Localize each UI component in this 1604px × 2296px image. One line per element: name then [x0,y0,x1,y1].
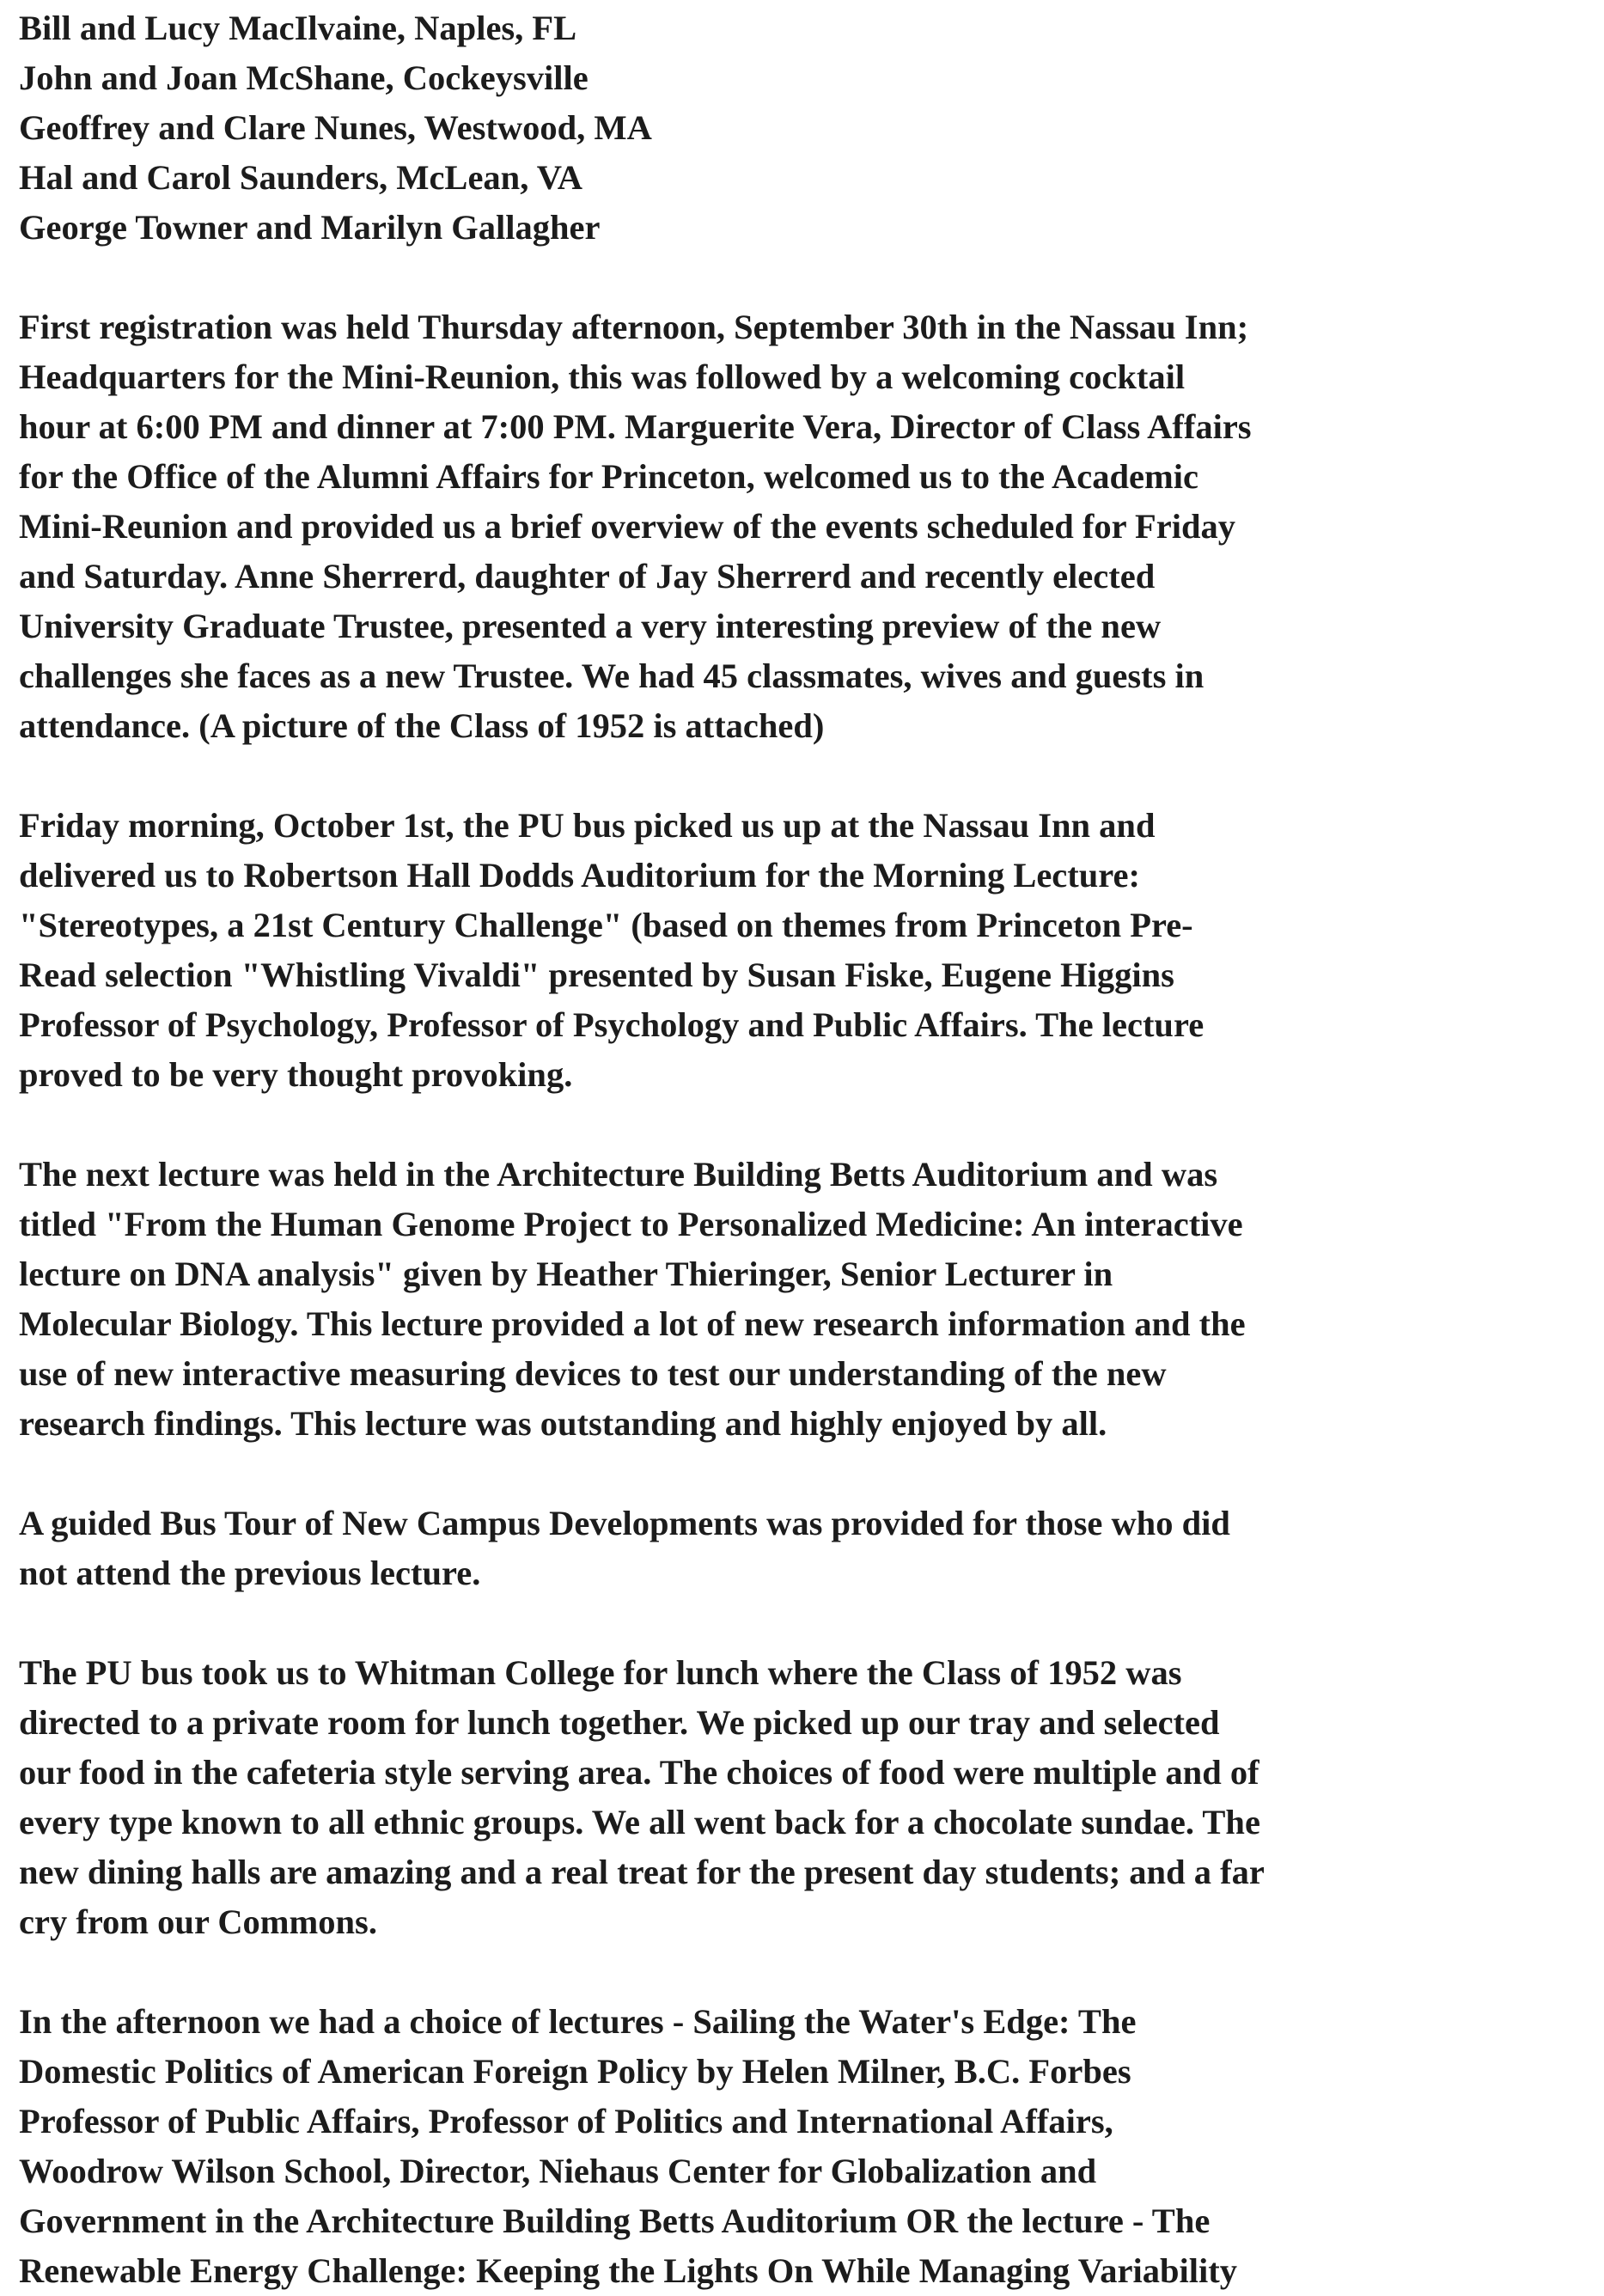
text-line: directed to a private room for lunch together. We picked up our tray and selected [19,1703,1220,1742]
text-line: A guided Bus Tour of New Campus Developments was provided for those who did [19,1504,1230,1542]
text-line: titled "From the Human Genome Project to Personalized Medicine: An interactive [19,1205,1243,1243]
text-line: Renewable Energy Challenge: Keeping the Lights On While Managing Variability [19,2251,1237,2290]
attendee-line: Geoffrey and Clare Nunes, Westwood, MA [19,108,652,147]
attendee-list [19,3,1591,253]
text-line: Government in the Architecture Building Betts Auditorium OR the lecture - The [19,2201,1211,2240]
text-line: proved to be very thought provoking. [19,1055,573,1094]
text-line: Woodrow Wilson School, Director, Niehaus Center for Globalization and [19,2152,1097,2190]
text-line: new dining halls are amazing and a real treat for the present day students; and a far [19,1853,1265,1891]
text-line: lecture on DNA analysis" given by Heather Thieringer, Senior Lecturer in [19,1255,1113,1293]
attendee-line: Bill and Lucy MacIlvaine, Naples, FL [19,9,577,47]
paragraph-registration [19,302,1591,751]
text-line: Headquarters for the Mini-Reunion, this was followed by a welcoming cocktail [19,357,1186,396]
text-line: Friday morning, October 1st, the PU bus picked us up at the Nassau Inn and [19,806,1156,845]
text-line: attendance. (A picture of the Class of 1952 is attached) [19,706,825,745]
document-page [19,3,1591,2296]
paragraph-next-lecture [19,1150,1591,1449]
text-line: challenges she faces as a new Trustee. We had 45 classmates, wives and guests in [19,656,1205,695]
text-line: research findings. This lecture was outstanding and highly enjoyed by all. [19,1404,1107,1443]
text-line: "Stereotypes, a 21st Century Challenge" (based on themes from Princeton Pre- [19,906,1193,944]
text-line: Professor of Psychology, Professor of Psychology and Public Affairs. The lecture [19,1005,1205,1044]
text-line: not attend the previous lecture. [19,1554,481,1592]
text-line: hour at 6:00 PM and dinner at 7:00 PM. Marguerite Vera, Director of Class Affairs [19,407,1252,446]
text-line: Molecular Biology. This lecture provided a lot of new research information and the [19,1304,1246,1343]
attendee-line: Hal and Carol Saunders, McLean, VA [19,158,582,197]
text-line: every type known to all ethnic groups. We all went back for a chocolate sundae. The [19,1803,1260,1841]
text-line: The next lecture was held in the Architecture Building Betts Auditorium and was [19,1155,1218,1194]
text-line: our food in the cafeteria style serving area. The choices of food were multiple and of [19,1753,1259,1792]
paragraph-bus-tour [19,1499,1591,1598]
paragraph-afternoon-lectures [19,1997,1591,2296]
text-line: Read selection "Whistling Vivaldi" presented by Susan Fiske, Eugene Higgins [19,956,1174,994]
attendee-line: John and Joan McShane, Cockeysville [19,58,589,97]
text-line: delivered us to Robertson Hall Dodds Auditorium for the Morning Lecture: [19,856,1140,895]
text-line: In the afternoon we had a choice of lectures - Sailing the Water's Edge: The [19,2002,1137,2041]
paragraph-friday-morning [19,801,1591,1100]
paragraph-lunch [19,1648,1591,1947]
text-line: Domestic Politics of American Foreign Policy by Helen Milner, B.C. Forbes [19,2052,1131,2091]
attendee-line: George Towner and Marilyn Gallagher [19,208,601,247]
text-line: cry from our Commons. [19,1902,377,1941]
text-line: University Graduate Trustee, presented a very interesting preview of the new [19,607,1162,645]
text-line: First registration was held Thursday afternoon, September 30th in the Nassau Inn; [19,308,1249,346]
text-line: Professor of Public Affairs, Professor of Politics and International Affairs, [19,2102,1113,2140]
text-line: for the Office of the Alumni Affairs for Princeton, welcomed us to the Academic [19,457,1198,496]
text-line: use of new interactive measuring devices to test our understanding of the new [19,1354,1167,1393]
text-line: and Saturday. Anne Sherrerd, daughter of Jay Sherrerd and recently elected [19,557,1156,595]
text-line: Mini-Reunion and provided us a brief overview of the events scheduled for Friday [19,507,1236,546]
text-line: The PU bus took us to Whitman College for lunch where the Class of 1952 was [19,1653,1182,1692]
